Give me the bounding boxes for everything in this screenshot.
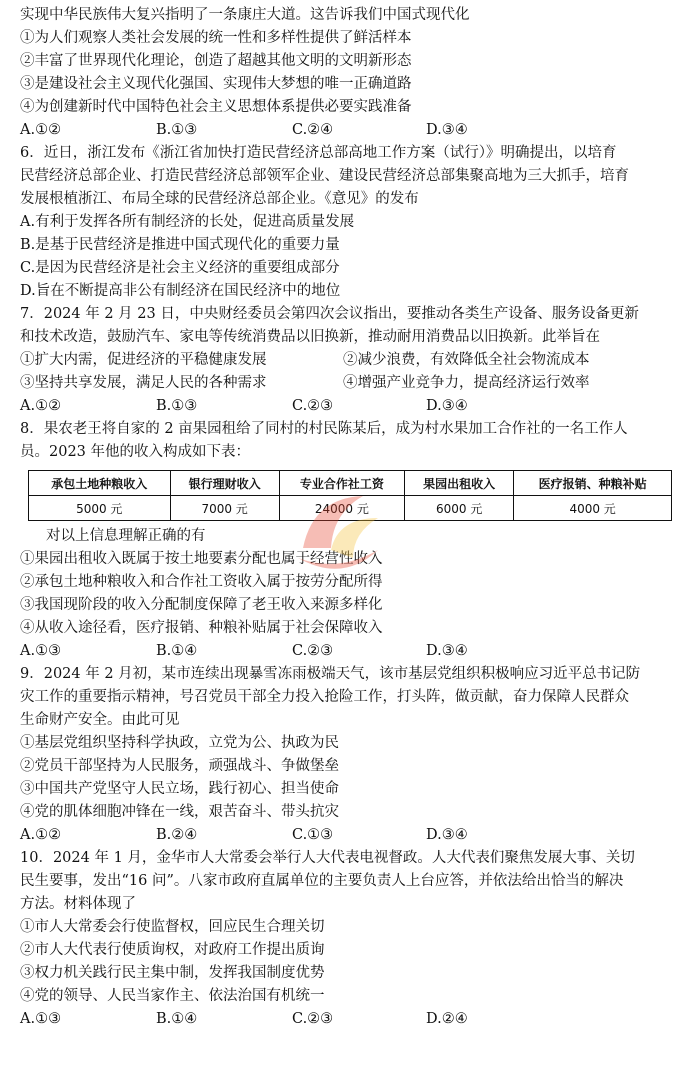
q5-item-2: ②丰富了世界现代化理论，创造了超越其他文明的文明新形态 — [20, 53, 412, 69]
income-table-header-row — [29, 471, 672, 496]
q7-items-row-2 — [20, 372, 680, 395]
q10-option-b[interactable]: B.①④ — [156, 1011, 198, 1027]
q8-stem-line-1: 8．果农老王将自家的 2 亩果园租给了同村的村民陈某后，成为村水果加工合作社的一名工作人 — [20, 421, 628, 437]
q6-choice-b[interactable]: B.是基于民营经济是推进中国式现代化的重要力量 — [20, 237, 340, 253]
income-header-5: 医疗报销、种粮补贴 — [514, 471, 672, 496]
q9-stem-line-2: 灾工作的重要指示精神，号召党员干部全力投入抢险工作，打头阵，做贡献，奋力保障人民群众 — [20, 689, 629, 705]
q7-option-c[interactable]: C.②③ — [292, 398, 334, 414]
income-value-1: 5000 元 — [29, 496, 171, 521]
q6-choice-c[interactable]: C.是因为民营经济是社会主义经济的重要组成部分 — [20, 260, 340, 276]
q8-option-c[interactable]: C.②③ — [292, 643, 334, 659]
q6-choice-a[interactable]: A.有利于发挥各所有制经济的长处，促进高质量发展 — [20, 214, 355, 230]
q10-stem-line-1: 10．2024 年 1 月，金华市人大常委会举行人大代表电视督政。人大代表们聚焦发展大事、关切 — [20, 850, 635, 866]
q10-item-1: ①市人大常委会行使监督权，回应民生合理关切 — [20, 919, 325, 935]
q5-item-4: ④为创建新时代中国特色社会主义思想体系提供必要实践准备 — [20, 99, 412, 115]
q8-stem-line-2: 员。2023 年他的收入构成如下表： — [20, 444, 251, 460]
q8-option-d[interactable]: D.③④ — [426, 643, 468, 659]
q5-item-1: ①为人们观察人类社会发展的统一性和多样性提供了鲜活样本 — [20, 30, 412, 46]
q9-option-d[interactable]: D.③④ — [426, 827, 468, 843]
income-value-5: 4000 元 — [514, 496, 672, 521]
q6-choice-d[interactable]: D.旨在不断提高非公有制经济在国民经济中的地位 — [20, 283, 341, 299]
income-table-value-row — [29, 496, 672, 521]
q9-option-a[interactable]: A.①② — [20, 827, 62, 843]
q6-stem-line-3: 发展根植浙江、布局全球的民营经济总部企业。《意见》的发布 — [20, 191, 419, 207]
q10-options — [20, 1008, 680, 1031]
q5-option-a[interactable]: A.①② — [20, 122, 62, 138]
q7-options — [20, 395, 680, 418]
q9-option-c[interactable]: C.①③ — [292, 827, 334, 843]
q10-option-c[interactable]: C.②③ — [292, 1011, 334, 1027]
q6-block — [20, 142, 680, 303]
q10-item-3: ③权力机关践行民主集中制，发挥我国制度优势 — [20, 965, 325, 981]
q9-item-4: ④党的肌体细胞冲锋在一线，艰苦奋斗、带头抗灾 — [20, 804, 339, 820]
q5-item-3: ③是建设社会主义现代化强国、实现伟大梦想的唯一正确道路 — [20, 76, 412, 92]
q9-block — [20, 663, 680, 847]
q7-stem-line-1: 7．2024 年 2 月 23 日，中央财经委员会第四次会议指出，要推动各类生产设备、服务设备更新 — [20, 306, 639, 322]
q6-stem-line-1: 6．近日，浙江发布《浙江省加快打造民营经济总部高地工作方案（试行）》明确提出，以培育 — [20, 145, 617, 161]
q7-option-d[interactable]: D.③④ — [426, 398, 468, 414]
q10-option-d[interactable]: D.②④ — [426, 1011, 468, 1027]
income-value-3: 24000 元 — [279, 496, 404, 521]
q9-item-3: ③中国共产党坚守人民立场，践行初心、担当使命 — [20, 781, 339, 797]
income-table — [28, 470, 672, 521]
q5-block — [20, 4, 680, 142]
q9-stem-line-1: 9．2024 年 2 月初，某市连续出现暴雪冻雨极端天气，该市基层党组织积极响应习近平总书记防 — [20, 666, 641, 682]
q9-option-b[interactable]: B.②④ — [156, 827, 198, 843]
q10-block — [20, 847, 680, 1031]
q8-prompt: 对以上信息理解正确的有 — [46, 528, 206, 544]
income-header-3: 专业合作社工资 — [279, 471, 404, 496]
q5-option-b[interactable]: B.①③ — [156, 122, 198, 138]
q9-item-1: ①基层党组织坚持科学执政，立党为公、执政为民 — [20, 735, 339, 751]
q10-stem-line-3: 方法。材料体现了 — [20, 896, 136, 912]
q9-stem-line-3: 生命财产安全。由此可见 — [20, 712, 180, 728]
q7-item-2: ②减少浪费，有效降低全社会物流成本 — [343, 352, 590, 368]
exam-page — [20, 4, 680, 1031]
q8-item-2: ②承包土地种粮收入和合作社工资收入属于按劳分配所得 — [20, 574, 383, 590]
income-value-4: 6000 元 — [405, 496, 514, 521]
income-header-2: 银行理财收入 — [170, 471, 279, 496]
q8-item-3: ③我国现阶段的收入分配制度保障了老王收入来源多样化 — [20, 597, 383, 613]
q8-option-b[interactable]: B.①④ — [156, 643, 198, 659]
q10-item-2: ②市人大代表行使质询权，对政府工作提出质询 — [20, 942, 325, 958]
q7-option-a[interactable]: A.①② — [20, 398, 62, 414]
q7-item-4: ④增强产业竞争力，提高经济运行效率 — [343, 375, 590, 391]
q8-block — [20, 418, 680, 663]
q7-option-b[interactable]: B.①③ — [156, 398, 198, 414]
income-header-1: 承包土地种粮收入 — [29, 471, 171, 496]
q8-option-a[interactable]: A.①③ — [20, 643, 62, 659]
income-value-2: 7000 元 — [170, 496, 279, 521]
q7-stem-line-2: 和技术改造，鼓励汽车、家电等传统消费品以旧换新，推动耐用消费品以旧换新。此举旨在 — [20, 329, 600, 345]
q7-item-3: ③坚持共享发展，满足人民的各种需求 — [20, 375, 267, 391]
q9-item-2: ②党员干部坚持为人民服务，顽强战斗、争做堡垒 — [20, 758, 339, 774]
q8-item-4: ④从收入途径看，医疗报销、种粮补贴属于社会保障收入 — [20, 620, 383, 636]
q10-option-a[interactable]: A.①③ — [20, 1011, 62, 1027]
q5-options — [20, 119, 680, 142]
q8-item-1: ①果园出租收入既属于按土地要素分配也属于经营性收入 — [20, 551, 383, 567]
q8-options — [20, 640, 680, 663]
q7-item-1: ①扩大内需，促进经济的平稳健康发展 — [20, 352, 267, 368]
q6-stem-line-2: 民营经济总部企业、打造民营经济总部领军企业、建设民营经济总部集聚高地为三大抓手，培育 — [20, 168, 629, 184]
q10-item-4: ④党的领导、人民当家作主、依法治国有机统一 — [20, 988, 325, 1004]
q9-options — [20, 824, 680, 847]
q5-stem-tail: 实现中华民族伟大复兴指明了一条康庄大道。这告诉我们中国式现代化 — [20, 7, 470, 23]
q7-block — [20, 303, 680, 418]
income-header-4: 果园出租收入 — [405, 471, 514, 496]
q10-stem-line-2: 民生要事，发出“16 问”。八家市政府直属单位的主要负责人上台应答，并依法给出恰当的解决 — [20, 873, 624, 889]
q5-option-c[interactable]: C.②④ — [292, 122, 334, 138]
q7-items-row-1 — [20, 349, 680, 372]
q5-option-d[interactable]: D.③④ — [426, 122, 468, 138]
